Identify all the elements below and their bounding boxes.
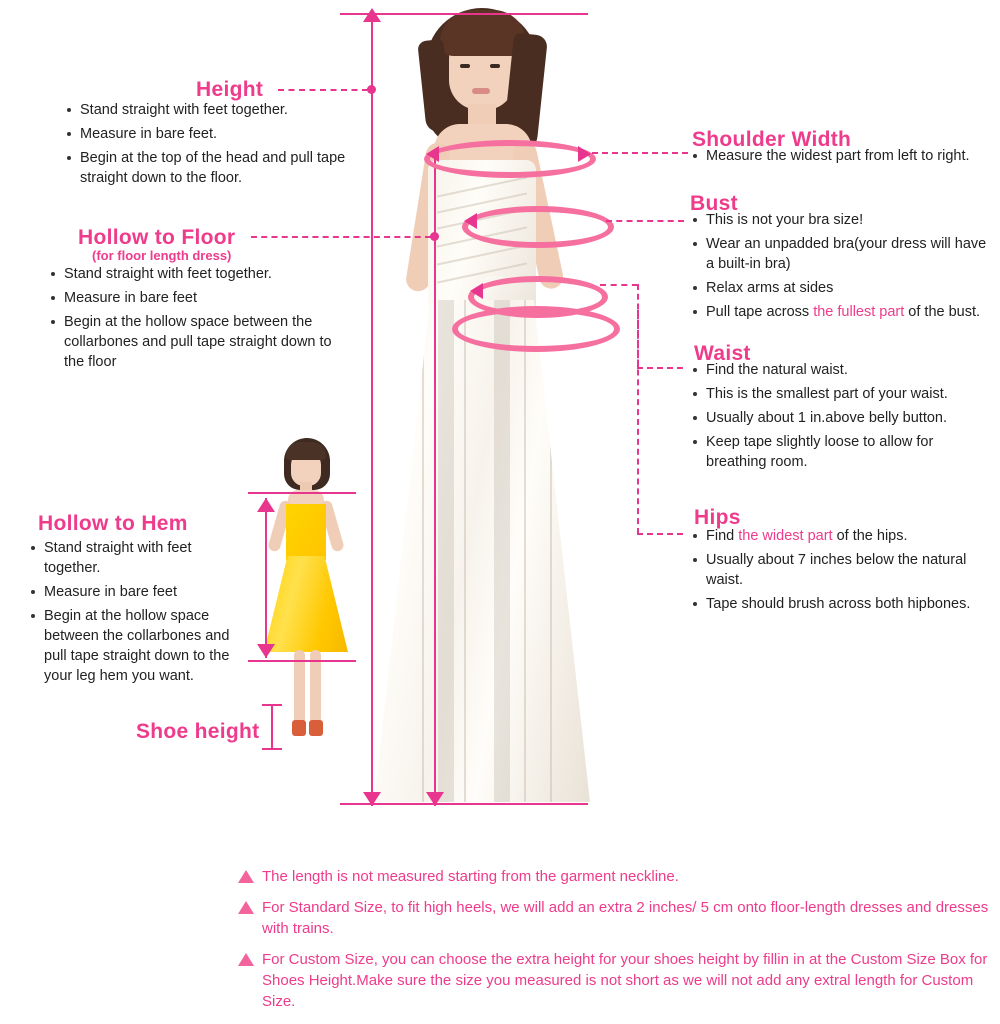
height-bullets [62,100,352,192]
bust-leader-dashes [606,220,684,222]
hollow-to-floor-subheading: (for floor length dress) [92,248,232,263]
list-item: This is not your bra size! [706,210,994,230]
bust-heading: Bust [690,192,738,215]
hips-bullets [688,526,994,618]
hollow-to-floor-arrow-down-icon [426,792,444,806]
list-item: Stand straight with feet together. [64,264,336,284]
list-item: Tape should brush across both hipbones. [706,594,994,614]
warning-triangle-icon [238,870,254,883]
waist-bullets [688,360,994,476]
hips-leader-vertical-dashes [637,310,639,534]
shoulder-width-band [424,140,596,178]
hollow-to-floor-bullets [46,264,336,376]
shoulder-arrow-left-icon [426,146,439,162]
bust-band [462,206,614,248]
shoe-height-measure-line [271,704,273,750]
note-text: The length is not measured starting from the garment neckline. [262,868,679,885]
list-item: Relax arms at sides [706,278,994,298]
hollow-to-floor-measure-line [434,158,436,806]
bust-bullets [688,210,994,326]
shoulder-leader-dashes [592,152,688,154]
list-item: Measure in bare feet. [80,124,352,144]
height-label-dot [367,85,376,94]
note-text: For Custom Size, you can choose the extra height for your shoes height by fillin in at the Custom Size Box for Shoes Height.Make sure the size you measured is not short as we will not add any extral length for Custom Size. [262,951,988,1010]
waist-leader-top-dashes [600,284,638,286]
warning-triangle-icon [238,953,254,966]
note-item [236,866,996,887]
height-arrow-up-icon [363,8,381,22]
hips-heading: Hips [694,506,741,529]
shoulder-width-heading: Shoulder Width [692,128,852,151]
hollow-to-hem-bottom-tick [248,660,356,662]
hollow-to-hem-heading: Hollow to Hem [38,512,188,535]
list-item-bust-fullest: Pull tape across the fullest part of the bust. [706,302,994,322]
list-item: Wear an unpadded bra(your dress will have a built-in bra) [706,234,994,274]
waist-leader-bottom-dashes [637,367,683,369]
hollow-to-floor-heading: Hollow to Floor [78,226,236,249]
list-item: Begin at the hollow space between the collarbones and pull tape straight down to the your leg hem you want. [44,606,242,686]
list-item: Keep tape slightly loose to allow for breathing room. [706,432,994,472]
bust-highlight: the fullest part [813,304,905,320]
list-item-hips-widest: Find the widest part of the hips. [706,526,994,546]
list-item: This is the smallest part of your waist. [706,384,994,404]
list-item: Stand straight with feet together. [44,538,242,578]
hollow-to-floor-leader-dashes [251,236,431,238]
hips-band [452,306,620,352]
list-item: Measure in bare feet [44,582,242,602]
list-item: Usually about 7 inches below the natural waist. [706,550,994,590]
height-measure-line [371,20,373,806]
warning-triangle-icon [238,901,254,914]
height-heading: Height [196,78,264,101]
hollow-to-hem-arrow-down-icon [257,644,275,658]
waist-arrow-left-icon [470,283,483,299]
bust-arrow-left-icon [464,213,477,229]
list-item: Usually about 1 in.above belly button. [706,408,994,428]
shoulder-arrow-right-icon [578,146,591,162]
height-leader-dashes [278,89,368,91]
note-item [236,897,996,939]
shoulder-width-bullets [688,146,994,170]
shoe-height-heading: Shoe height [136,720,260,743]
footer-notes [236,866,996,1022]
note-text: For Standard Size, to fit high heels, we will add an extra 2 inches/ 5 cm onto floor-length dresses and dresses with trains. [262,899,989,937]
height-bottom-tick [340,803,588,805]
hollow-to-hem-bullets [26,538,242,690]
waist-heading: Waist [694,342,751,365]
hollow-to-hem-arrow-up-icon [257,498,275,512]
shoe-height-bottom-tick [262,748,282,750]
hips-highlight: the widest part [738,528,833,544]
hips-leader-dashes [637,533,683,535]
bride-figure-illustration [330,0,630,812]
hollow-to-floor-label-dot [430,232,439,241]
list-item: Measure in bare feet [64,288,336,308]
list-item: Find the natural waist. [706,360,994,380]
list-item: Begin at the top of the head and pull tape straight down to the floor. [80,148,352,188]
hollow-to-hem-measure-line [265,498,267,658]
list-item: Begin at the hollow space between the collarbones and pull tape straight down to the floor [64,312,336,372]
hollow-to-hem-top-tick [248,492,356,494]
note-item [236,949,996,1012]
list-item: Stand straight with feet together. [80,100,352,120]
shoe-height-top-tick [262,704,282,706]
list-item: Measure the widest part from left to right. [706,146,994,166]
